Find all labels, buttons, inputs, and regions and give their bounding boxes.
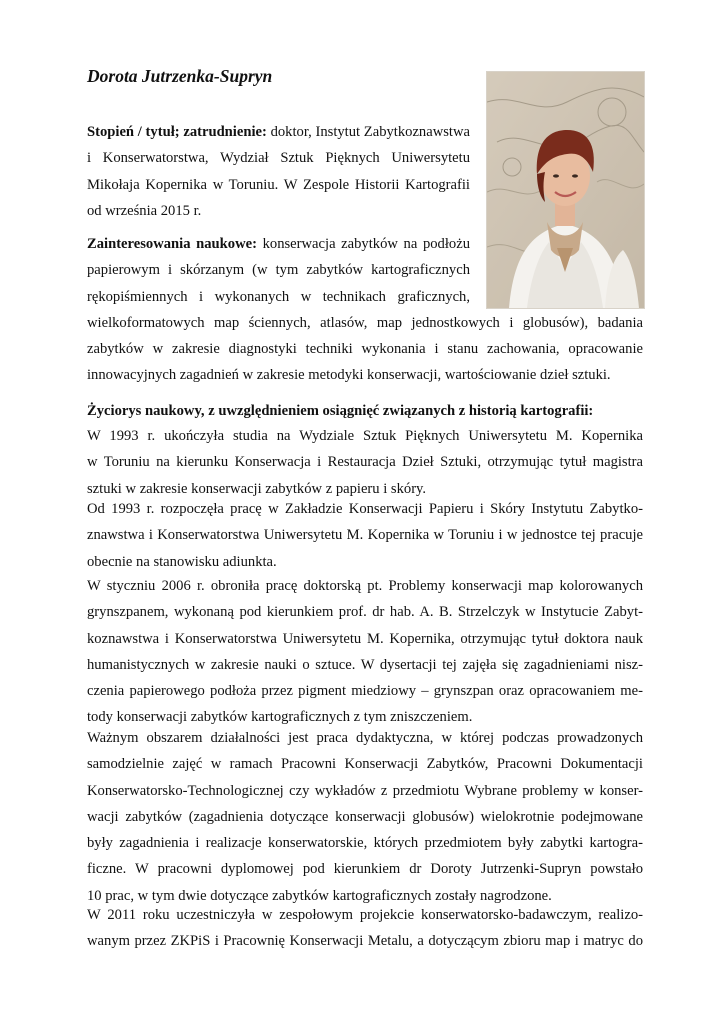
cv-text-line: Konserwatorsko-Technologicznej czy wykładów z przedmiotu Wybrane problemy w konser-	[87, 782, 643, 799]
cv-text-line: grynszpanem, wykonaną pod kierunkiem prof. dr hab. A. B. Strzelczyk w Instytucie Zabyt-	[87, 604, 643, 621]
cv-text-line: Ważnym obszarem działalności jest praca dydaktyczna, w której podczas prowadzonych	[87, 730, 643, 746]
cv-text-line: W styczniu 2006 r. obroniła pracę doktorską pt. Problemy konserwacji map kolorowanych	[87, 578, 643, 594]
degree-paragraph	[87, 119, 470, 224]
cv-text-line: sztuki w zakresie konserwacji zabytków z papieru i skóry.	[87, 480, 427, 497]
cv-heading: Życiorys naukowy, z uwzględnieniem osiągnięć związanych z historią kartografii:	[87, 403, 594, 419]
cv-text-line: W 2011 roku uczestniczyła w zespołowym projekcie konserwatorsko-badawczym, realizo-	[87, 907, 643, 923]
cv-paragraph	[87, 496, 643, 575]
cv-paragraph	[87, 423, 643, 502]
interests-text-line: wielkoformatowych map ściennych, atlasów, map jednostkowych i globusów), badania	[87, 314, 643, 331]
cv-paragraph	[87, 902, 643, 955]
cv-text-line: W 1993 r. ukończyła studia na Wydziale Sztuk Pięknych Uniwersytetu M. Kopernika	[87, 428, 643, 444]
cv-text-line: wanym przez ZKPiS i Pracownię Konserwacji Metalu, a dotyczącym zbioru map i matryc do	[87, 933, 643, 950]
degree-label: Stopień / tytuł; zatrudnienie:	[87, 124, 267, 140]
interests-label: Zainteresowania naukowe:	[87, 236, 257, 252]
cv-text-line: Od 1993 r. rozpoczęła pracę w Zakładzie Konserwacji Papieru i Skóry Instytutu Zabytko-	[87, 501, 643, 517]
cv-text-line: czenia papierowego podłoża przez pigment miedziowy – grynszpan oraz opracowaniem me-	[87, 683, 643, 700]
cv-text-line: 10 prac, w tym dwie dotyczące zabytków kartograficznych zostały nagrodzone.	[87, 887, 552, 904]
cv-paragraph	[87, 573, 643, 731]
interests-paragraph	[87, 231, 643, 389]
cv-text-line: ficzne. W pracowni dyplomowej pod kierunkiem dr Doroty Jutrzenki-Supryn powstało	[87, 861, 643, 878]
cv-text-line: w Toruniu na kierunku Konserwacja i Restauracja Dzieł Sztuki, otrzymując tytuł magistra	[87, 454, 643, 471]
interests-text-line: papierowym i skórzanym (w tym zabytków kartograficznych	[87, 262, 470, 279]
interests-text-line: konserwacja zabytków na podłożu	[256, 236, 470, 252]
cv-text-line: były zagadnienia i realizacje konserwatorskie, których przedmiotem były zabytki kartogra-	[87, 835, 643, 852]
cv-text-line: tody konserwacji zabytków kartograficznych z tym zniszczeniem.	[87, 709, 473, 726]
cv-text-line: samodzielnie zajęć w ramach Pracowni Konserwacji Zabytków, Pracowni Dokumentacji	[87, 756, 643, 773]
interests-text-line: rękopiśmiennych i wykonanych w technikach graficznych,	[87, 288, 470, 305]
degree-text-line: Mikołaja Kopernika w Toruniu. W Zespole Historii Kartografii	[87, 176, 470, 193]
cv-text-line: znawstwa i Konserwatorstwa Uniwersytetu M. Kopernika w Toruniu i w jednostce tej pracuje	[87, 527, 643, 544]
cv-text-line: humanistycznych w zakresie nauki o sztuce. W dysertacji tej zajęła się zagadnieniami nisz-	[87, 656, 643, 673]
degree-text-line: doktor, Instytut Zabytkoznawstwa	[266, 124, 470, 140]
interests-text-line: zabytków w zakresie diagnostyki techniki wykonania i stanu zachowania, opracowanie	[87, 341, 643, 358]
author-name: Dorota Jutrzenka-Supryn	[87, 66, 273, 86]
interests-text-line: innowacyjnych zagadnień w zakresie metodyki konserwacji, wartościowanie dzieł sztuki.	[87, 367, 611, 384]
cv-text-line: wacji zabytków (zagadnienia dotyczące konserwacji globusów) wielokrotnie podejmowane	[87, 808, 643, 825]
cv-paragraph	[87, 725, 643, 909]
cv-text-line: obecnie na stanowisku adiunkta.	[87, 553, 277, 570]
degree-text-line: i Konserwatorstwa, Wydział Sztuk Pięknych Uniwersytetu	[87, 150, 470, 167]
cv-text-line: koznawstwa i Konserwatorstwa Uniwersytetu M. Kopernika, otrzymując tytuł doktora nauk	[87, 630, 643, 647]
degree-text-line: od września 2015 r.	[87, 202, 202, 219]
